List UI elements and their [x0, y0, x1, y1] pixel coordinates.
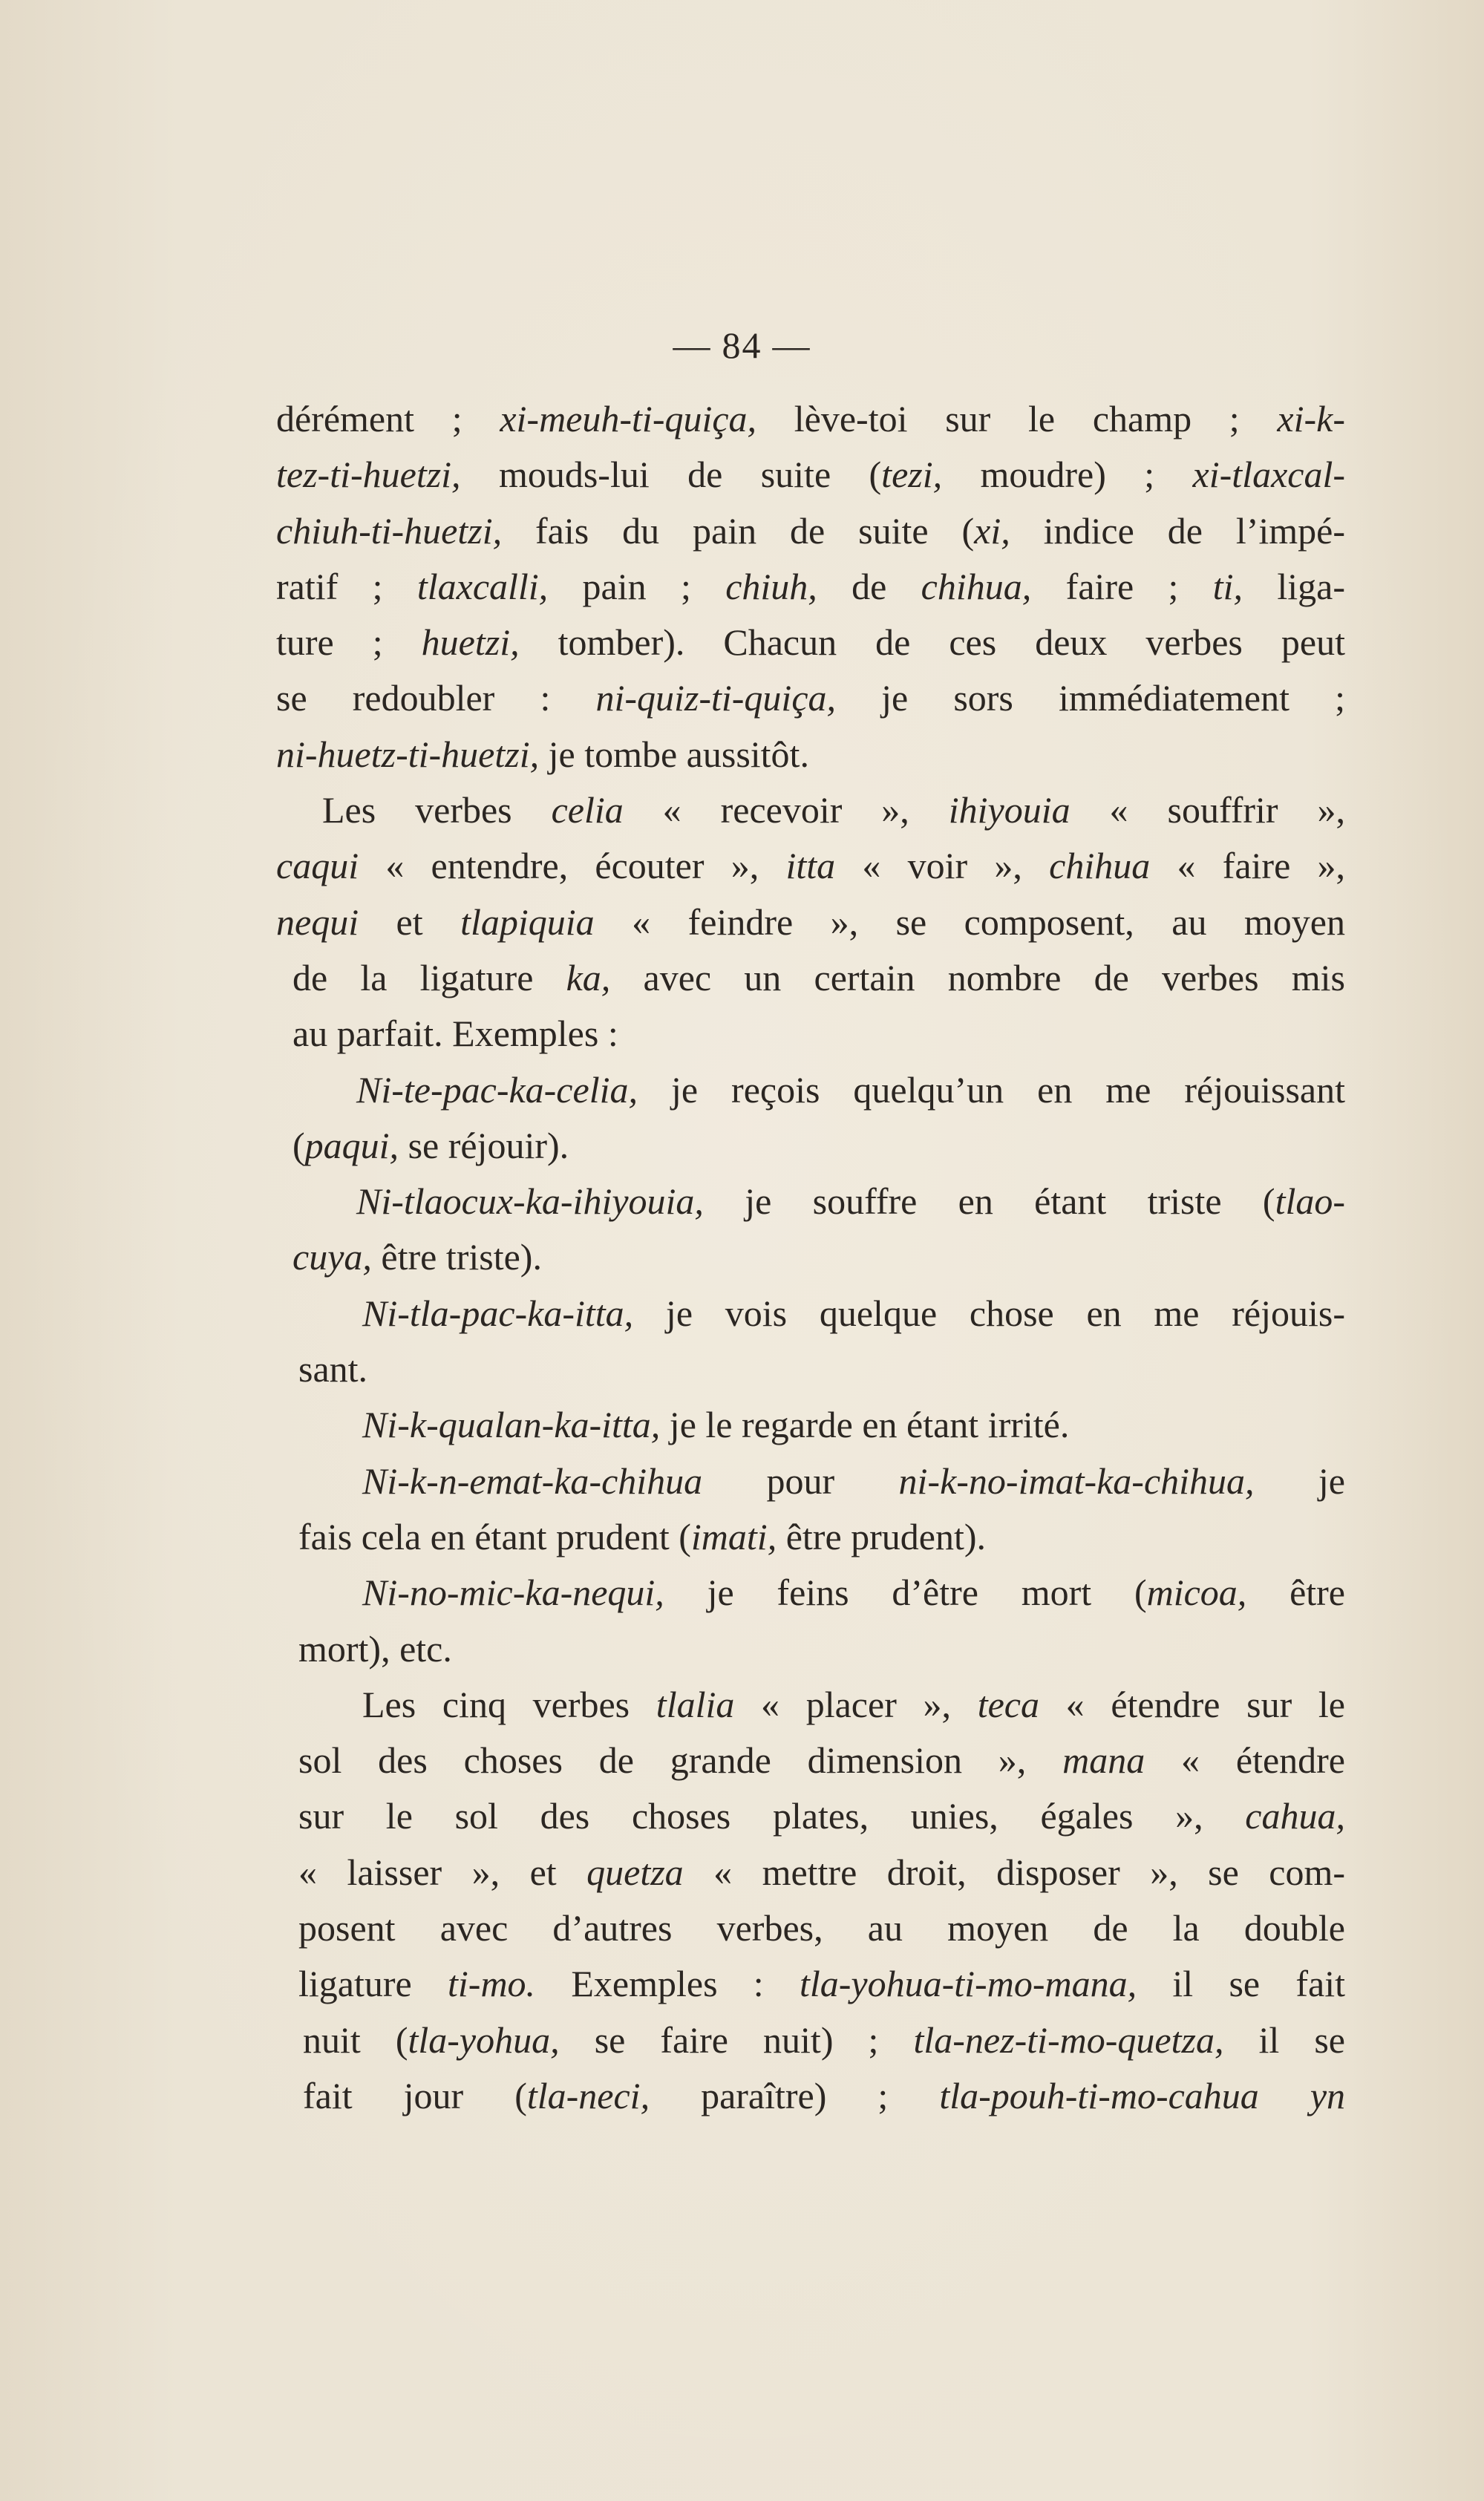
- text-line: sol des choses de grande dimension », mana « étendre: [298, 1739, 1345, 1782]
- folio-dash-left: —: [673, 324, 712, 366]
- text-line: cuya, être triste).: [292, 1236, 542, 1278]
- text-line: fais cela en étant prudent (imati, être prudent).: [298, 1515, 987, 1557]
- text-line: ture ; huetzi, tomber). Chacun de ces deux verbes peut: [276, 621, 1345, 664]
- page-number: 84: [722, 324, 762, 366]
- text-line: sur le sol des choses plates, unies, égales », cahua,: [298, 1795, 1345, 1837]
- text-line: mort), etc.: [298, 1627, 452, 1670]
- text-line: Ni-k-qualan-ka-itta, je le regarde en étant irrité.: [362, 1404, 1070, 1446]
- text-line: Les verbes celia « recevoir », ihiyouia « souffrir »,: [322, 789, 1345, 831]
- text-line: dérément ; xi-meuh-ti-quiça, lève-toi sur le champ ; xi-k-: [276, 398, 1345, 439]
- text-line: ligature ti-mo. Exemples : tla-yohua-ti-mo-mana, il se fait: [298, 1963, 1346, 2005]
- text-line: Ni-te-pac-ka-celia, je reçois quelqu’un en me réjouissant: [356, 1068, 1345, 1111]
- text-line: sant.: [298, 1348, 368, 1390]
- text-line: Les cinq verbes tlalia « placer », teca « étendre sur le: [362, 1683, 1345, 1725]
- text-line: se redoubler : ni-quiz-ti-quiça, je sors immédiatement ;: [276, 677, 1345, 719]
- text-line: posent avec d’autres verbes, au moyen de la double: [298, 1907, 1345, 1949]
- text-line: chiuh-ti-huetzi, fais du pain de suite (xi, indice de l’impé-: [276, 509, 1345, 552]
- text-line: Ni-no-mic-ka-nequi, je feins d’être mort (micoa, être: [362, 1572, 1345, 1614]
- text-line: (paqui, se réjouir).: [292, 1124, 569, 1166]
- text-line: nuit (tla-yohua, se faire nuit) ; tla-nez-ti-mo-quetza, il se: [303, 2018, 1345, 2061]
- text-line: ni-huetz-ti-huetzi, je tombe aussitôt.: [276, 733, 809, 775]
- body-text: [276, 391, 1345, 2124]
- text-line: Ni-tlaocux-ka-ihiyouia, je souffre en étant triste (tlao-: [356, 1180, 1345, 1223]
- text-line: tez-ti-huetzi, mouds-lui de suite (tezi, moudre) ; xi-tlaxcal-: [276, 454, 1345, 496]
- text-line: Ni-k-n-emat-ka-chihua pour ni-k-no-imat-ka-chihua, je: [362, 1459, 1345, 1502]
- folio-dash-right: —: [772, 324, 811, 366]
- text-line: « laisser », et quetza « mettre droit, disposer », se com-: [298, 1851, 1345, 1893]
- text-line: nequi et tlapiquia « feindre », se composent, au moyen: [276, 900, 1345, 943]
- text-line: ratif ; tlaxcalli, pain ; chiuh, de chihua, faire ; ti, liga-: [276, 565, 1345, 607]
- page-folio: [0, 324, 1484, 367]
- text-line: fait jour (tla-neci, paraître) ; tla-pouh-ti-mo-cahua yn: [303, 2074, 1346, 2116]
- text-line: de la ligature ka, avec un certain nombre de verbes mis: [292, 956, 1345, 998]
- text-line: caqui « entendre, écouter », itta « voir », chihua « faire »,: [276, 845, 1345, 887]
- text-line: au parfait. Exemples :: [292, 1013, 618, 1055]
- text-line: Ni-tla-pac-ka-itta, je vois quelque chose en me réjouis-: [362, 1292, 1345, 1334]
